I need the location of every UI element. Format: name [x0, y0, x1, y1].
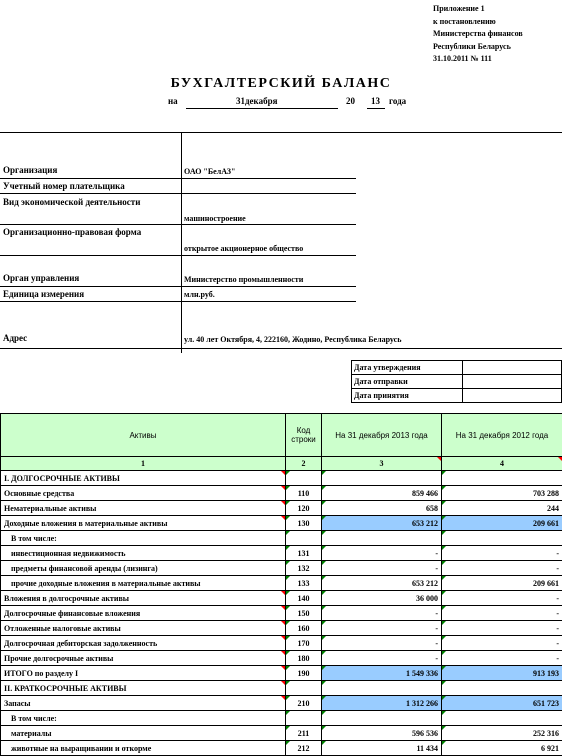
row-code: 131 [286, 546, 322, 561]
table-row [1, 531, 562, 546]
table-row [1, 651, 562, 666]
table-row [1, 501, 562, 516]
dates-table [351, 360, 562, 403]
row-label: I. ДОЛГОСРОЧНЫЕ АКТИВЫ [1, 471, 286, 486]
table-row [1, 681, 562, 696]
date-prefix: на [168, 96, 178, 106]
row-code: 170 [286, 636, 322, 651]
authority-value: Министерство промышленности [184, 275, 303, 284]
table-row [1, 591, 562, 606]
date-row [352, 361, 562, 375]
table-row [1, 606, 562, 621]
row-code: 120 [286, 501, 322, 516]
row-code: 190 [286, 666, 322, 681]
report-date [0, 96, 562, 110]
table-row [1, 726, 562, 741]
row-label: В том числе: [1, 531, 286, 546]
legal-form-label: Организационно-правовая форма [3, 225, 178, 240]
row-code: 211 [286, 726, 322, 741]
table-row [1, 696, 562, 711]
row-label: Нематериальные активы [1, 501, 286, 516]
row-value-2013 [322, 681, 442, 696]
row-value-2013 [322, 531, 442, 546]
row-value-2012: 252 316 [442, 726, 562, 741]
row-value-2013: 653 212 [322, 576, 442, 591]
unp-label: Учетный номер плательщика [3, 179, 125, 194]
row-value-2013: 36 000 [322, 591, 442, 606]
table-row [1, 576, 562, 591]
row-code [286, 531, 322, 546]
row-value-2013: 1 312 266 [322, 696, 442, 711]
table-row [1, 546, 562, 561]
row-code [286, 681, 322, 696]
row-label: Запасы [1, 696, 286, 711]
date-century: 20 [346, 96, 355, 106]
col-number: 2 [286, 457, 322, 471]
row-code: 212 [286, 741, 322, 756]
row-label: Долгосрочная дебиторская задолженность [1, 636, 286, 651]
unit-label: Единица измерения [3, 287, 84, 302]
row-value-2012: - [442, 606, 562, 621]
row-value-2013 [322, 471, 442, 486]
authority-label: Орган управления [3, 271, 79, 286]
row-label: Долгосрочные финансовые вложения [1, 606, 286, 621]
row-value-2012: 6 921 [442, 741, 562, 756]
note-line: Республики Беларусь [433, 41, 523, 54]
date-accepted-label: Дата принятия [352, 389, 463, 403]
row-value-2012: - [442, 636, 562, 651]
row-value-2012 [442, 531, 562, 546]
row-label: предметы финансовой аренды (лизинга) [1, 561, 286, 576]
row-value-2013: 859 466 [322, 486, 442, 501]
unit-value: млн.руб. [184, 290, 215, 299]
row-value-2012: 703 288 [442, 486, 562, 501]
row-label: В том числе: [1, 711, 286, 726]
date-approved-value[interactable] [463, 361, 562, 375]
table-row [1, 471, 562, 486]
col-header-code: Код строки [286, 414, 322, 457]
row-label: Вложения в долгосрочные активы [1, 591, 286, 606]
table-row [1, 666, 562, 681]
balance-table [0, 413, 562, 756]
table-row [1, 741, 562, 756]
row-value-2013: - [322, 546, 442, 561]
date-approved-label: Дата утверждения [352, 361, 463, 375]
org-value: ОАО "БелАЗ" [184, 167, 235, 176]
row-value-2012: - [442, 546, 562, 561]
row-label: животные на выращивании и откорме [1, 741, 286, 756]
row-label: ИТОГО по разделу I [1, 666, 286, 681]
row-value-2012: 913 193 [442, 666, 562, 681]
row-code: 180 [286, 651, 322, 666]
note-line: Министерства финансов [433, 28, 523, 41]
row-code [286, 711, 322, 726]
table-row [1, 636, 562, 651]
row-value-2013: 596 536 [322, 726, 442, 741]
row-label: Доходные вложения в материальные активы [1, 516, 286, 531]
organization-info [0, 132, 562, 353]
col-header-2013: На 31 декабря 2013 года [322, 414, 442, 457]
activity-value: машиностроение [184, 214, 246, 223]
note-line: Приложение 1 [433, 3, 523, 16]
col-header-2012: На 31 декабря 2012 года [442, 414, 562, 457]
table-row [1, 621, 562, 636]
col-header-assets: Активы [1, 414, 286, 457]
column-divider [181, 133, 182, 353]
row-code: 130 [286, 516, 322, 531]
address-label: Адрес [3, 331, 27, 346]
row-value-2012: 209 661 [442, 576, 562, 591]
row-value-2012: 209 661 [442, 516, 562, 531]
row-value-2012 [442, 471, 562, 486]
row-label: Основные средства [1, 486, 286, 501]
row-label: Отложенные налоговые активы [1, 621, 286, 636]
date-year: 13 [371, 96, 380, 106]
row-value-2013: 653 212 [322, 516, 442, 531]
table-row [1, 561, 562, 576]
note-line: 31.10.2011 № 111 [433, 53, 523, 66]
row-value-2013: - [322, 636, 442, 651]
date-day-month: 31декабря [236, 96, 277, 106]
row-value-2012 [442, 681, 562, 696]
row-value-2013: 658 [322, 501, 442, 516]
table-header-row [1, 414, 562, 457]
date-sent-value[interactable] [463, 375, 562, 389]
table-row [1, 516, 562, 531]
row-code: 110 [286, 486, 322, 501]
row-value-2013 [322, 711, 442, 726]
table-row [1, 711, 562, 726]
date-accepted-value[interactable] [463, 389, 562, 403]
row-value-2012 [442, 711, 562, 726]
row-label: прочие доходные вложения в материальные активы [1, 576, 286, 591]
row-value-2012: - [442, 651, 562, 666]
note-line: к постановлению [433, 16, 523, 29]
row-value-2013: - [322, 651, 442, 666]
date-suffix: года [389, 96, 406, 106]
row-code: 132 [286, 561, 322, 576]
row-value-2013: - [322, 561, 442, 576]
col-number: 4 [442, 457, 562, 471]
table-row [1, 486, 562, 501]
row-label: II. КРАТКОСРОЧНЫЕ АКТИВЫ [1, 681, 286, 696]
date-row [352, 389, 562, 403]
row-value-2013: - [322, 621, 442, 636]
address-value: ул. 40 лет Октября, 4, 222160, Жодино, Республика Беларусь [184, 335, 401, 344]
legal-form-value: открытое акционерное общество [184, 244, 303, 253]
row-code [286, 471, 322, 486]
row-value-2012: - [442, 591, 562, 606]
row-code: 210 [286, 696, 322, 711]
date-row [352, 375, 562, 389]
row-code: 160 [286, 621, 322, 636]
row-value-2012: - [442, 621, 562, 636]
row-code: 150 [286, 606, 322, 621]
col-number: 1 [1, 457, 286, 471]
col-number: 3 [322, 457, 442, 471]
row-label: материалы [1, 726, 286, 741]
row-value-2012: 244 [442, 501, 562, 516]
org-label: Организация [3, 163, 57, 178]
row-value-2012: 651 723 [442, 696, 562, 711]
row-value-2012: - [442, 561, 562, 576]
row-code: 133 [286, 576, 322, 591]
legal-note [433, 3, 523, 66]
activity-label: Вид экономической деятельности [3, 195, 178, 210]
row-code: 140 [286, 591, 322, 606]
row-value-2013: - [322, 606, 442, 621]
row-label: Прочие долгосрочные активы [1, 651, 286, 666]
row-value-2013: 1 549 336 [322, 666, 442, 681]
row-value-2013: 11 434 [322, 741, 442, 756]
row-label: инвестиционная недвижимость [1, 546, 286, 561]
date-sent-label: Дата отправки [352, 375, 463, 389]
column-number-row [1, 457, 562, 471]
document-title: БУХГАЛТЕРСКИЙ БАЛАНС [0, 76, 562, 92]
